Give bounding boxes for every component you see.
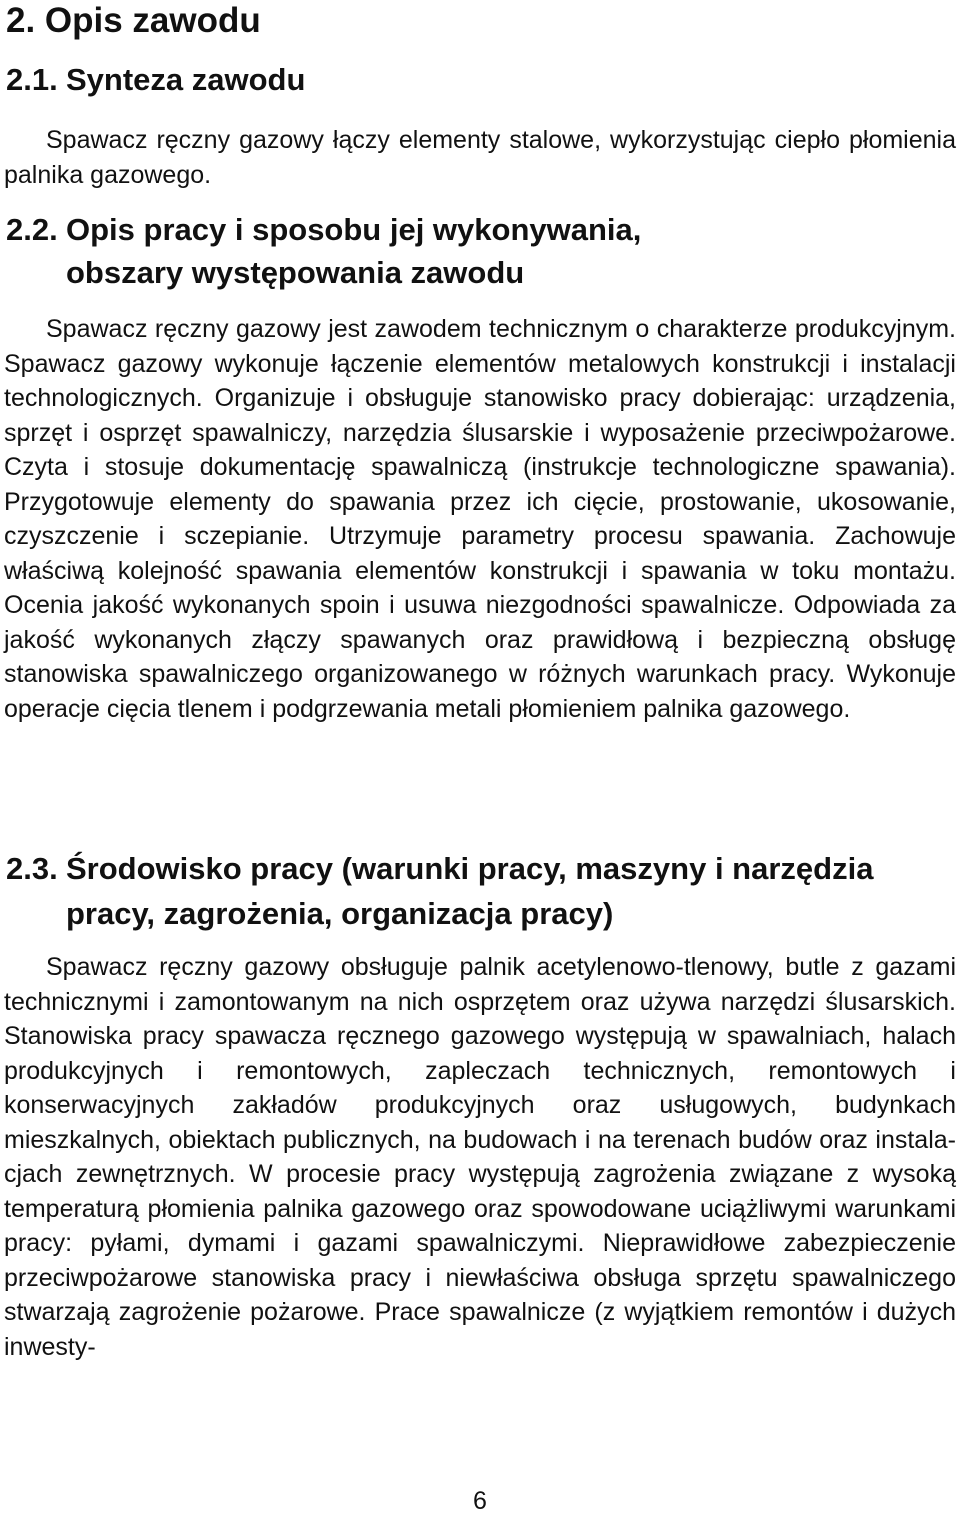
subsection-heading-2-3 — [6, 846, 926, 936]
subsection-title: Synteza zawodu — [66, 62, 306, 97]
paragraph-synteza: Spawacz ręczny gazowy łączy elementy stalowe, wykorzystując ciepło płomienia palnika gazowego. — [4, 126, 956, 189]
subsection-heading-2-1 — [6, 58, 936, 102]
subsection-number: 2.3. — [6, 851, 58, 886]
subsection-number: 2.2. — [6, 212, 58, 247]
page-number: 6 — [473, 1487, 487, 1515]
subsection-heading-2-2 — [6, 208, 706, 294]
section-title: 2. Opis zawodu — [6, 1, 261, 40]
paragraph-opis-pracy: Spawacz ręczny gazowy jest zawodem technicznym o charakterze produkcyjnym. Spawacz gazowy wykonuje łączenie elementów metalowych konstrukcji i instalacji technologicznych. Organizuje i obsługuje stanowisko pracy dobierając: urządzenia, sprzęt i osprzęt spawalniczy, narzędzia ślusarskie i wyposażenie przeciwpożarowe. Czyta i stosuje dokumentację spawalniczą (instrukcje technologiczne spawania). Przygotowuje elementy do spawania przez ich cięcie, prostowanie, ukosowanie, czyszczenie i sczepianie. Utrzymuje parametry procesu spawania. Zachowuje właściwą kolejność spawania elementów konstrukcji i spawania w toku montażu. Ocenia jakość wykonanych spoin i usuwa niezgodności spawalnicze. Odpowiada za jakość wykonanych złączy spawanych oraz prawidłową i bezpieczną obsługę stanowiska spawalniczego organizowanego w różnych warunkach pracy. Wykonuje operacje cięcia tlenem i podgrzewania metali płomieniem palnika gazowego. — [4, 315, 956, 723]
paragraph-srodowisko-pracy: Spawacz ręczny gazowy obsługuje palnik acetylenowo-tlenowy, butle z gazami technicznymi i zamontowanym na nich osprzętem oraz używa narzędzi ślusarskich. Stanowiska pracy spawacza ręcznego gazowego występują w spawalniach, halach produkcyjnych i remontowych, zapleczach technicznych, remontowych i konserwacyjnych zakładów produkcyjnych oraz usługowych, budynkach mieszkalnych, obiektach publicznych, na budowach i na terenach budów oraz instalacjach zewnętrznych. W procesie pracy występują zagrożenia związane z wysoką temperaturą płomienia palnika gazowego oraz spowodowane uciążliwymi warunkami pracy: pyłami, dymami i gazami spawalniczymi. Nieprawidłowe zabezpieczenie przeciwpożarowe stanowiska pracy i niewłaściwa obsługa sprzętu spawalniczego stwarzają zagrożenie pożarowe. Prace spawalnicze (z wyjątkiem remontów i dużych inwesty- — [4, 953, 956, 1361]
subsection-title: Środowisko pracy (warunki pracy, maszyny i narzędzia pracy, zagrożenia, organizacja pracy) — [66, 851, 874, 931]
subsection-title: Opis pracy i sposobu jej wykonywania, obszary występowania zawodu — [66, 212, 642, 290]
subsection-number: 2.1. — [6, 62, 58, 97]
